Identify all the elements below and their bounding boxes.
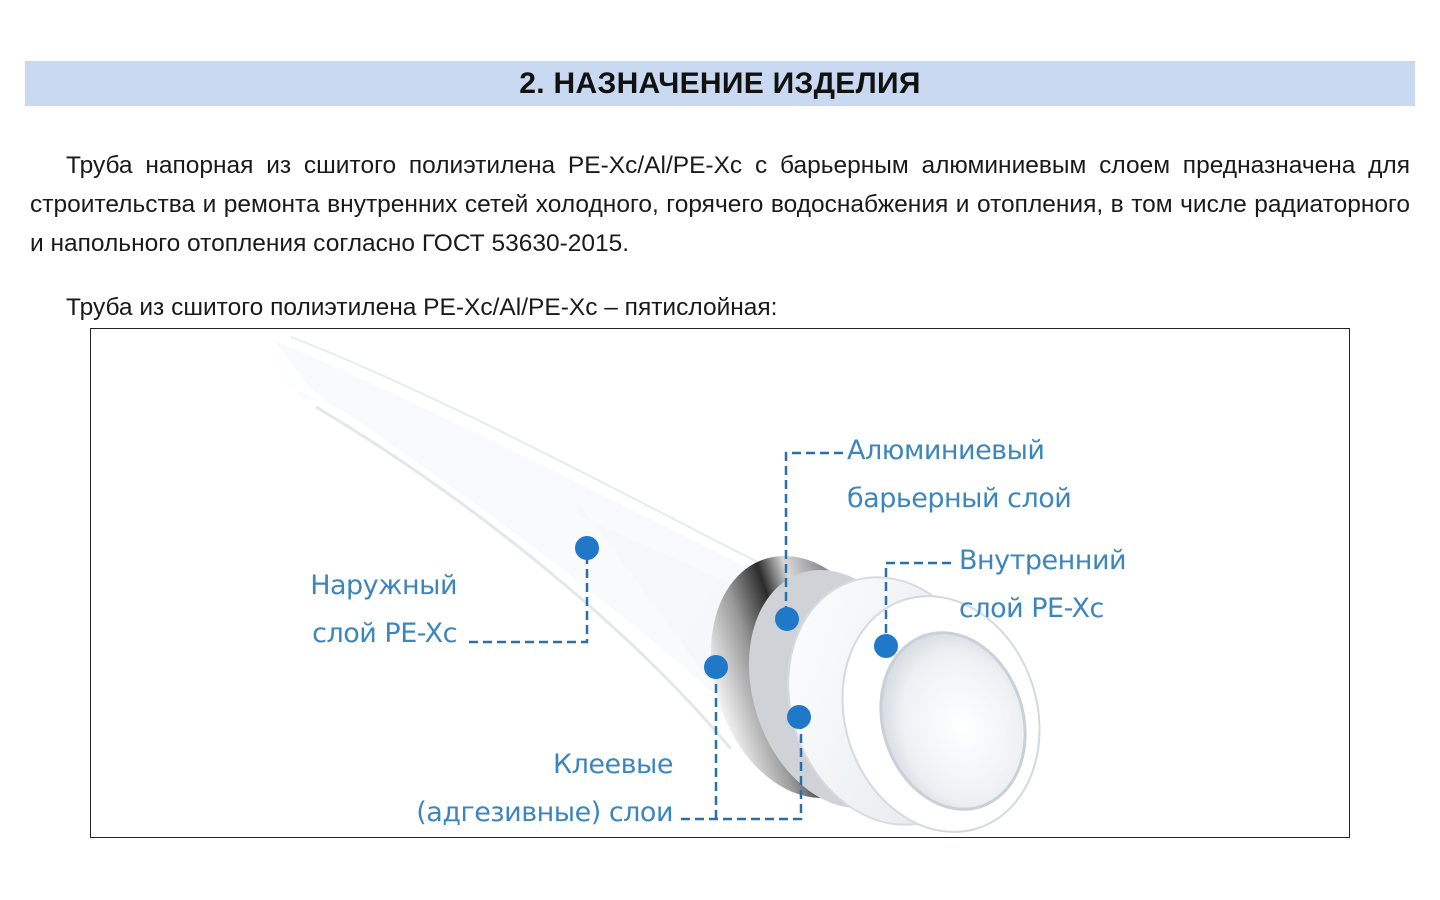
label-aluminum-layer	[847, 427, 1071, 523]
pipe-layers-figure	[90, 328, 1350, 838]
label-outer-line2: слой PE-Xc	[312, 618, 457, 649]
purpose-paragraph: Труба напорная из сшитого полиэтилена PE-Xc/Al/PE-Xc с барьерным алюминиевым слоем предназначена для строительства и ремонта внутренних сетей холодного, горячего водоснабжения и отопления, в том числе радиаторного и напольного отопления согласно ГОСТ 53630-2015.	[30, 152, 1410, 257]
pipe-illustration	[91, 329, 1349, 837]
label-adhesive-layers	[391, 741, 673, 837]
label-inner-line2: слой PE-Xc	[959, 593, 1104, 624]
label-adhesive-line2: (адгезивные) слои	[416, 797, 673, 828]
structure-intro-paragraph: Труба из сшитого полиэтилена PE-Xc/Al/PE-Xc – пятислойная:	[66, 294, 778, 321]
label-inner-line1: Внутренний	[959, 545, 1127, 576]
label-aluminum-line2: барьерный слой	[847, 483, 1072, 514]
marker-adhesive-layer-2	[787, 705, 811, 729]
marker-aluminum-layer	[775, 607, 799, 631]
label-adhesive-line1: Клеевые	[553, 749, 673, 780]
marker-inner-layer	[874, 634, 898, 658]
label-inner-layer	[959, 537, 1126, 633]
marker-outer-layer	[575, 536, 599, 560]
section-title: 2. НАЗНАЧЕНИЕ ИЗДЕЛИЯ	[519, 66, 921, 100]
label-outer-layer	[287, 562, 457, 658]
marker-adhesive-layer-1	[704, 655, 728, 679]
section-header	[25, 61, 1415, 106]
label-aluminum-line1: Алюминиевый	[847, 435, 1045, 466]
label-outer-line1: Наружный	[310, 570, 457, 601]
